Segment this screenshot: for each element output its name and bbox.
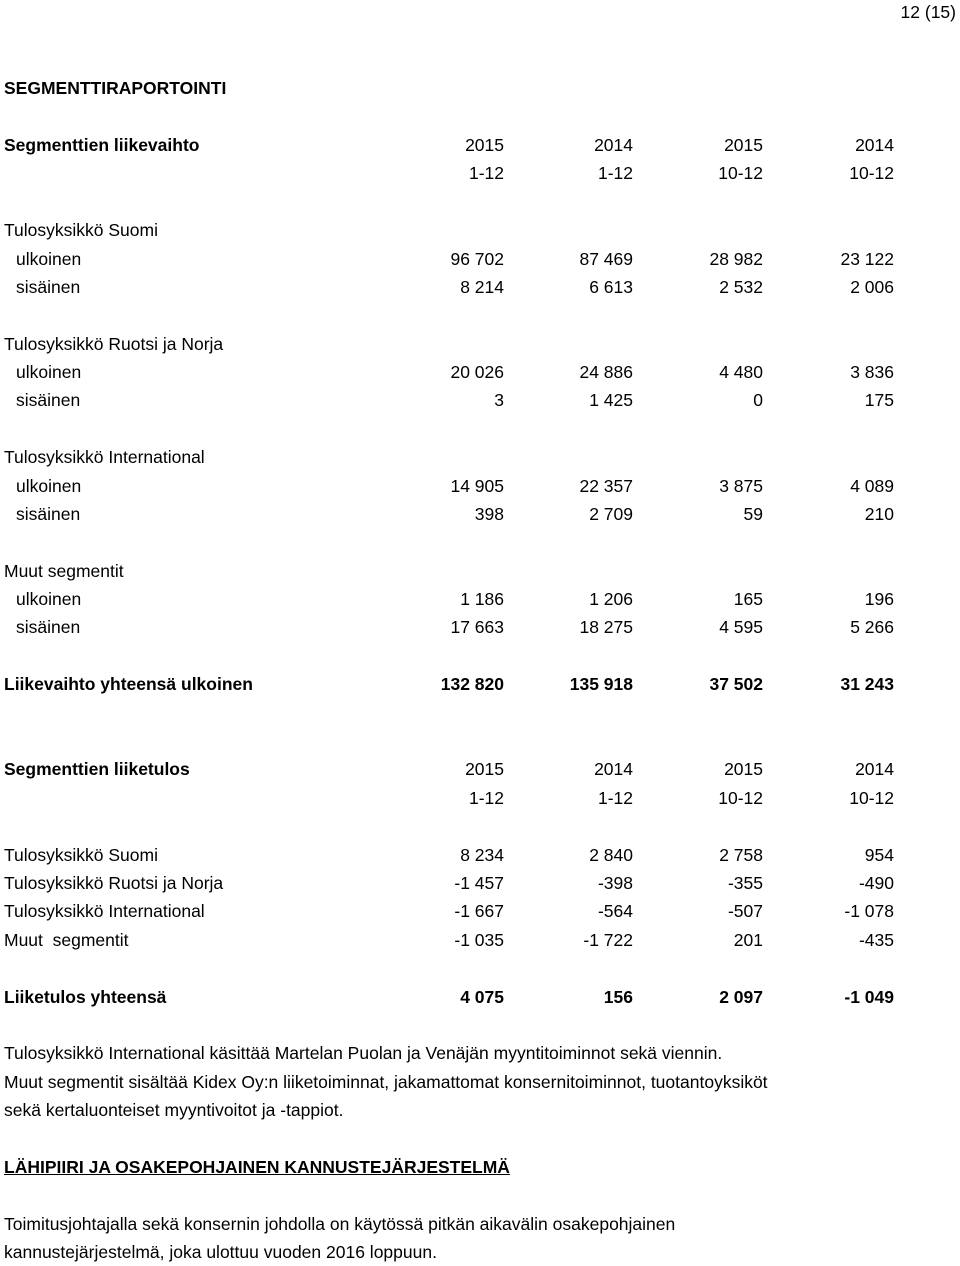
table-cell: 2 532 [719,277,763,297]
total-cell: 132 820 [440,674,504,694]
paragraph-line: Toimitusjohtajalla sekä konsernin johdolla on käytössä pitkän aikavälin osakepohjainen [4,1214,676,1234]
table-cell: 2 709 [589,504,633,524]
table-cell: 210 [864,504,894,524]
table-cell: 1 206 [589,589,633,609]
page-number: 12 (15) [900,2,956,22]
table-cell: 3 [494,390,504,410]
table-cell: 954 [864,845,894,865]
table-cell: 3 875 [719,476,763,496]
total-cell: 37 502 [709,674,763,694]
table-cell: 196 [864,589,894,609]
table-cell: -355 [727,873,763,893]
note-line: Muut segmentit sisältää Kidex Oy:n liiketoiminnat, jakamattomat konsernitoiminnot, tuotantoyksiköt [4,1072,768,1092]
table-cell: -1 078 [844,901,894,921]
table-cell: -1 035 [454,930,504,950]
table-cell: 8 234 [460,845,504,865]
table-cell: 0 [753,390,763,410]
segment-group-title: Tulosyksikkö Suomi [4,220,158,240]
table-cell: 2 006 [850,277,894,297]
table-cell: 14 905 [450,476,504,496]
table-cell: 59 [743,504,763,524]
table-cell: 201 [733,930,763,950]
operating-col-period: 10-12 [718,788,763,808]
operating-col-year: 2015 [724,759,763,779]
total-cell: 2 097 [719,987,763,1007]
table-cell: 28 982 [709,249,763,269]
operating-col-period: 1-12 [597,788,633,808]
segment-group-title: Tulosyksikkö International [4,447,205,467]
table-cell: 4 480 [719,362,763,382]
table-cell: 87 469 [579,249,633,269]
section-heading: LÄHIPIIRI JA OSAKEPOHJAINEN KANNUSTEJÄRJESTELMÄ [4,1157,510,1177]
revenue-col-year: 2015 [724,135,763,155]
revenue-table-title: Segmenttien liikevaihto [4,135,200,155]
table-cell: -490 [858,873,894,893]
table-cell: 96 702 [450,249,504,269]
row-label: Tulosyksikkö International [4,901,205,921]
total-cell: 135 918 [569,674,633,694]
revenue-col-period: 1-12 [597,163,633,183]
table-cell: 2 840 [589,845,633,865]
revenue-col-period: 1-12 [468,163,504,183]
table-cell: 1 425 [589,390,633,410]
row-label: sisäinen [16,617,81,637]
operating-col-year: 2015 [465,759,504,779]
row-label: ulkoinen [16,589,82,609]
table-cell: 24 886 [579,362,633,382]
row-label: ulkoinen [16,249,82,269]
row-label: Muut segmentit [4,930,129,950]
table-cell: 3 836 [850,362,894,382]
revenue-col-period: 10-12 [849,163,894,183]
table-cell: -507 [727,901,763,921]
table-cell: 175 [864,390,894,410]
table-cell: 22 357 [579,476,633,496]
note-line: sekä kertaluonteiset myyntivoitot ja -tappiot. [4,1100,344,1120]
table-cell: 4 595 [719,617,763,637]
revenue-col-year: 2014 [855,135,894,155]
table-cell: -1 722 [583,930,633,950]
paragraph-line: kannustejärjestelmä, joka ulottuu vuoden 2016 loppuun. [4,1242,437,1262]
table-cell: 20 026 [450,362,504,382]
table-cell: 8 214 [460,277,504,297]
table-cell: 1 186 [460,589,504,609]
table-cell: -398 [597,873,633,893]
revenue-total-label: Liikevaihto yhteensä ulkoinen [4,674,253,694]
revenue-col-year: 2015 [465,135,504,155]
table-cell: 6 613 [589,277,633,297]
note-line: Tulosyksikkö International käsittää Martelan Puolan ja Venäjän myyntitoiminnot sekä viennin. [4,1043,723,1063]
row-label: ulkoinen [16,362,82,382]
table-cell: 165 [733,589,763,609]
total-cell: 156 [603,987,633,1007]
segment-group-title: Muut segmentit [4,561,124,581]
table-cell: 23 122 [840,249,894,269]
page-title: SEGMENTTIRAPORTOINTI [4,78,227,98]
table-cell: -1 667 [454,901,504,921]
operating-total-label: Liiketulos yhteensä [4,987,167,1007]
table-cell: 4 089 [850,476,894,496]
row-label: sisäinen [16,504,81,524]
table-cell: 18 275 [579,617,633,637]
table-cell: 17 663 [450,617,504,637]
table-cell: 5 266 [850,617,894,637]
segment-group-title: Tulosyksikkö Ruotsi ja Norja [4,334,224,354]
operating-col-period: 1-12 [468,788,504,808]
table-cell: 2 758 [719,845,763,865]
revenue-col-period: 10-12 [718,163,763,183]
row-label: sisäinen [16,390,81,410]
total-cell: -1 049 [844,987,894,1007]
row-label: ulkoinen [16,476,82,496]
row-label: Tulosyksikkö Suomi [4,845,158,865]
operating-table-title: Segmenttien liiketulos [4,759,190,779]
table-cell: -435 [858,930,894,950]
revenue-col-year: 2014 [594,135,633,155]
operating-col-year: 2014 [594,759,633,779]
total-cell: 31 243 [840,674,894,694]
table-cell: 398 [474,504,504,524]
row-label: sisäinen [16,277,81,297]
row-label: Tulosyksikkö Ruotsi ja Norja [4,873,224,893]
table-cell: -564 [597,901,633,921]
operating-col-year: 2014 [855,759,894,779]
table-cell: -1 457 [454,873,504,893]
operating-col-period: 10-12 [849,788,894,808]
total-cell: 4 075 [460,987,504,1007]
